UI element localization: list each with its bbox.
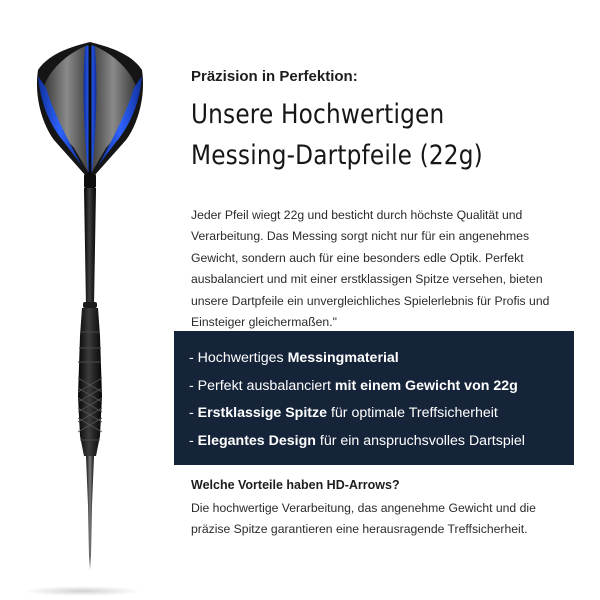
dart-shadow <box>22 586 142 596</box>
product-description: Jeder Pfeil wiegt 22g und besticht durch höchste Qualität und Verarbeitung. Das Messing sorgt nicht nur für ein angenehmes Gewicht, sondern auch für eine besonders edle Optik. Perfekt ausbalanciert und mit einer erstklassigen Spitze versehen, bieten unsere Dartpfeile ein unvergleichliches Spielerlebnis für Profis und Einsteiger gleichermaßen." <box>191 208 550 330</box>
feature-item: - Elegantes Design für ein anspruchsvolles Dartspiel <box>189 432 525 449</box>
title-line-1: Unsere Hochwertigen <box>191 99 445 130</box>
page-title <box>191 94 578 176</box>
dart-icon <box>30 36 150 576</box>
feature-item: - Hochwertiges Messingmaterial <box>189 350 399 366</box>
feature-item: - Erstklassige Spitze für optimale Treffsicherheit <box>189 405 498 421</box>
dart-illustration <box>30 36 150 576</box>
feature-list-box <box>174 331 574 465</box>
title-line-2: Messing-Dartpfeile (22g) <box>191 140 483 171</box>
kicker-heading: Präzision in Perfektion: <box>191 68 358 85</box>
feature-item: - Perfekt ausbalanciert mit einem Gewicht von 22g <box>189 377 518 394</box>
faq-answer: Die hochwertige Verarbeitung, das angenehme Gewicht und die präzise Spitze garantieren eine herausragende Treffsicherheit. <box>191 501 536 536</box>
faq-question: Welche Vorteile haben HD-Arrows? <box>191 478 400 492</box>
